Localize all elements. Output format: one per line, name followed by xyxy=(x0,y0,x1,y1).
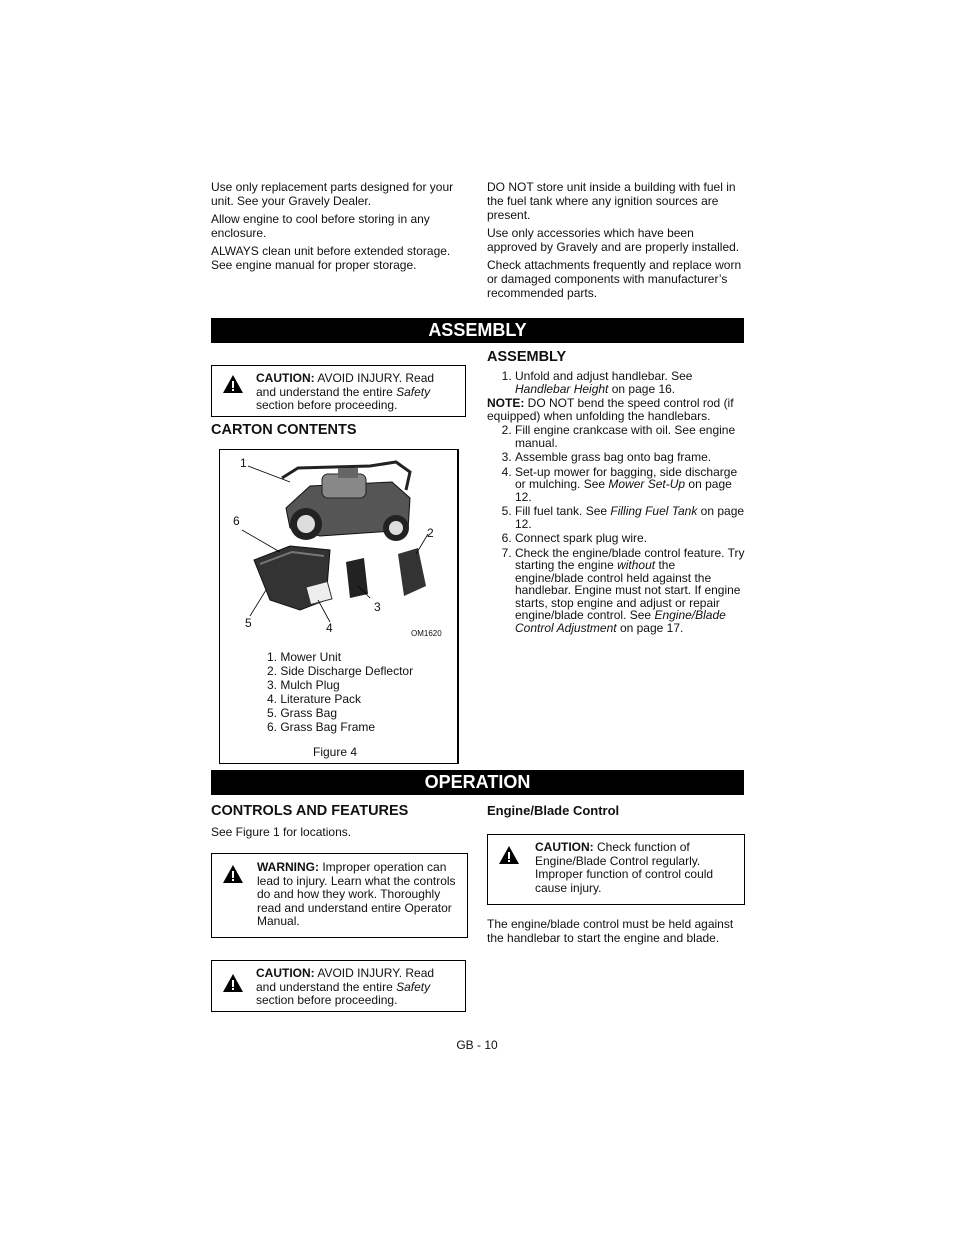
warning-triangle-icon xyxy=(222,973,244,993)
list-item: 6. Connect spark plug wire. xyxy=(515,532,745,545)
list-item: 1. Unfold and adjust handlebar. See Handlebar Height on page 16. xyxy=(515,370,745,395)
paragraph: ALWAYS clean unit before extended storage. See engine manual for proper storage. xyxy=(211,244,451,272)
assembly-steps xyxy=(487,370,745,636)
figure-caption: Figure 4 xyxy=(313,745,358,759)
figure-legend xyxy=(267,650,413,734)
legend-item: 2. Side Discharge Deflector xyxy=(267,664,414,678)
carton-illustration xyxy=(220,450,456,650)
controls-heading: CONTROLS AND FEATURES xyxy=(211,803,409,819)
assembly-banner: ASSEMBLY xyxy=(211,318,744,343)
paragraph: Use only accessories which have been approved by Gravely and are properly installed. xyxy=(487,226,740,254)
controls-subtext: See Figure 1 for locations. xyxy=(211,825,352,839)
list-item: 4. Set-up mower for bagging, side discharge or mulching. See Mower Set-Up on page 12. xyxy=(515,466,745,504)
caution-box xyxy=(211,365,466,417)
carton-contents-heading: CARTON CONTENTS xyxy=(211,422,357,438)
page-number: GB - 10 xyxy=(456,1038,498,1052)
figure-code: OM1620 xyxy=(411,629,442,638)
list-item: 3. Assemble grass bag onto bag frame. xyxy=(515,451,745,464)
paragraph: DO NOT store unit inside a building with fuel in the fuel tank where any ignition sources are present. xyxy=(487,180,736,222)
callout-6: 6 xyxy=(233,514,240,528)
list-item: 7. Check the engine/blade control feature. Try starting the engine without the engine/blade control held against the handlebar. Engine must not start. If engine starts, stop engine and adjust or repair engine/blade control. See Engine/Blade Control Adjustment on page 17. xyxy=(515,547,745,635)
warning-box xyxy=(211,853,468,938)
list-item: 5. Fill fuel tank. See Filling Fuel Tank on page 12. xyxy=(515,505,745,530)
assembly-heading: ASSEMBLY xyxy=(487,349,567,365)
paragraph: Check attachments frequently and replace worn or damaged components with manufacturer’s recommended parts. xyxy=(487,258,742,300)
callout-2: 2 xyxy=(427,526,434,540)
engine-blade-text: The engine/blade control must be held against the handlebar to start the engine and blade. xyxy=(487,917,734,945)
callout-4: 4 xyxy=(326,621,333,635)
note: NOTE: DO NOT bend the speed control rod (if equipped) when unfolding the handlebars. xyxy=(487,396,734,423)
caution-box xyxy=(211,960,466,1012)
engine-blade-heading: Engine/Blade Control xyxy=(487,803,620,818)
caution-text: CAUTION: AVOID INJURY. Read and understand the entire Safety section before proceeding. xyxy=(256,371,435,412)
top-right-column xyxy=(487,180,745,304)
paragraph: Use only replacement parts designed for your unit. See your Gravely Dealer. xyxy=(211,180,454,208)
callout-5: 5 xyxy=(245,616,252,630)
warning-triangle-icon xyxy=(222,374,244,394)
caution-text: CAUTION: AVOID INJURY. Read and understand the entire Safety section before proceeding. xyxy=(256,966,435,1007)
warning-triangle-icon xyxy=(498,845,520,865)
warning-text: WARNING: Improper operation can lead to injury. Learn what the controls do and how they work. Thoroughly read and understand entire Operator Manual. xyxy=(257,860,456,928)
figure-box xyxy=(219,449,459,764)
caution-text: CAUTION: Check function of Engine/Blade Control regularly. Improper function of control could cause injury. xyxy=(535,840,714,895)
legend-item: 4. Literature Pack xyxy=(267,692,362,706)
legend-item: 1. Mower Unit xyxy=(267,650,342,664)
top-left-column xyxy=(211,180,469,276)
warning-triangle-icon xyxy=(222,864,244,884)
list-item: 2. Fill engine crankcase with oil. See engine manual. xyxy=(515,424,745,449)
callout-1: 1 xyxy=(240,456,247,470)
legend-item: 6. Grass Bag Frame xyxy=(267,720,376,734)
legend-item: 5. Grass Bag xyxy=(267,706,338,720)
legend-item: 3. Mulch Plug xyxy=(267,678,340,692)
operation-banner: OPERATION xyxy=(211,770,744,795)
callout-3: 3 xyxy=(374,600,381,614)
caution-box xyxy=(487,834,745,905)
paragraph: Allow engine to cool before storing in any enclosure. xyxy=(211,212,430,240)
